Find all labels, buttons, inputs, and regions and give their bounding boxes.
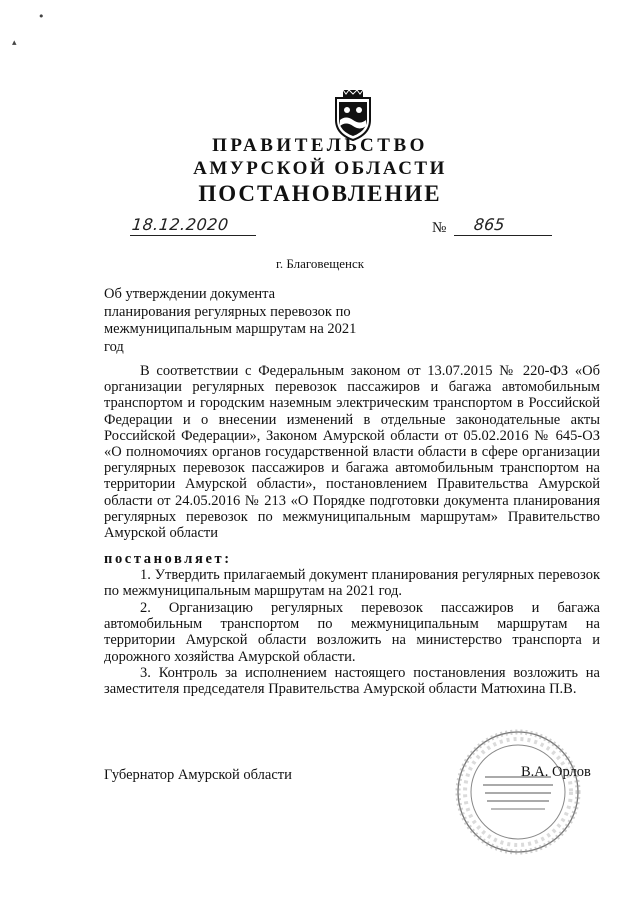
number-underline <box>454 235 552 236</box>
signatory-name: В.А. Орлов <box>521 764 591 780</box>
scan-mark: ▴ <box>12 38 17 48</box>
preamble-paragraph: В соответствии с Федеральным законом от 13.07.2015 № 220-ФЗ «Об организации регулярных перевозок пассажиров и багажа автомобильным транспортом и городским наземным электрическим транспортом в Российской Федерации и о внесении изменений в отдельные законодательные акты Российской Федерации», Законом Амурской области от 05.02.2016 № 645-ОЗ «О полномочиях органов государственной власти области в сфере организации регулярных перевозок пассажиров и багажа автомобильным транспортом на территории Амурской области», постановлением Правительства Амурской области от 24.05.2016 № 213 «О Порядке подготовки документа планирования регулярных перевозок по межмуниципальным маршрутам» Правительство Амурской области <box>104 363 600 542</box>
city-name: г. Благовещенск <box>275 256 365 271</box>
document-date: 18.12.2020 <box>131 215 230 234</box>
government-name-line2: АМУРСКОЙ ОБЛАСТИ <box>193 158 447 179</box>
signatory-title: Губернатор Амурской области <box>104 767 292 783</box>
number-sign: № <box>432 220 447 236</box>
document-subject: Об утверждении документа планирования регулярных перевозок по межмуниципальным маршрутам на 2021 год <box>104 286 357 355</box>
decree-word: постановляет: <box>104 551 232 567</box>
decree-item-3: 3. Контроль за исполнением настоящего постановления возложить на заместителя председателя Правительства Амурской области Матюхина П.В. <box>104 665 600 698</box>
government-name-line1: ПРАВИТЕЛЬСТВО <box>212 135 428 156</box>
decree-item-1: 1. Утвердить прилагаемый документ планирования регулярных перевозок по межмуниципальным маршрутам на 2021 год. <box>104 567 600 600</box>
document-number: 865 <box>473 215 506 234</box>
scan-mark: • <box>38 10 45 23</box>
round-seal-stamp-icon <box>455 729 581 855</box>
decree-item-2: 2. Организацию регулярных перевозок пассажиров и багажа автомобильным транспортом по межмуниципальным маршрутам на территории Амурской области возложить на министерство транспорта и дорожного хозяйства Амурской области. <box>104 600 600 665</box>
date-underline <box>130 235 256 236</box>
document-type-title: ПОСТАНОВЛЕНИЕ <box>198 181 442 206</box>
